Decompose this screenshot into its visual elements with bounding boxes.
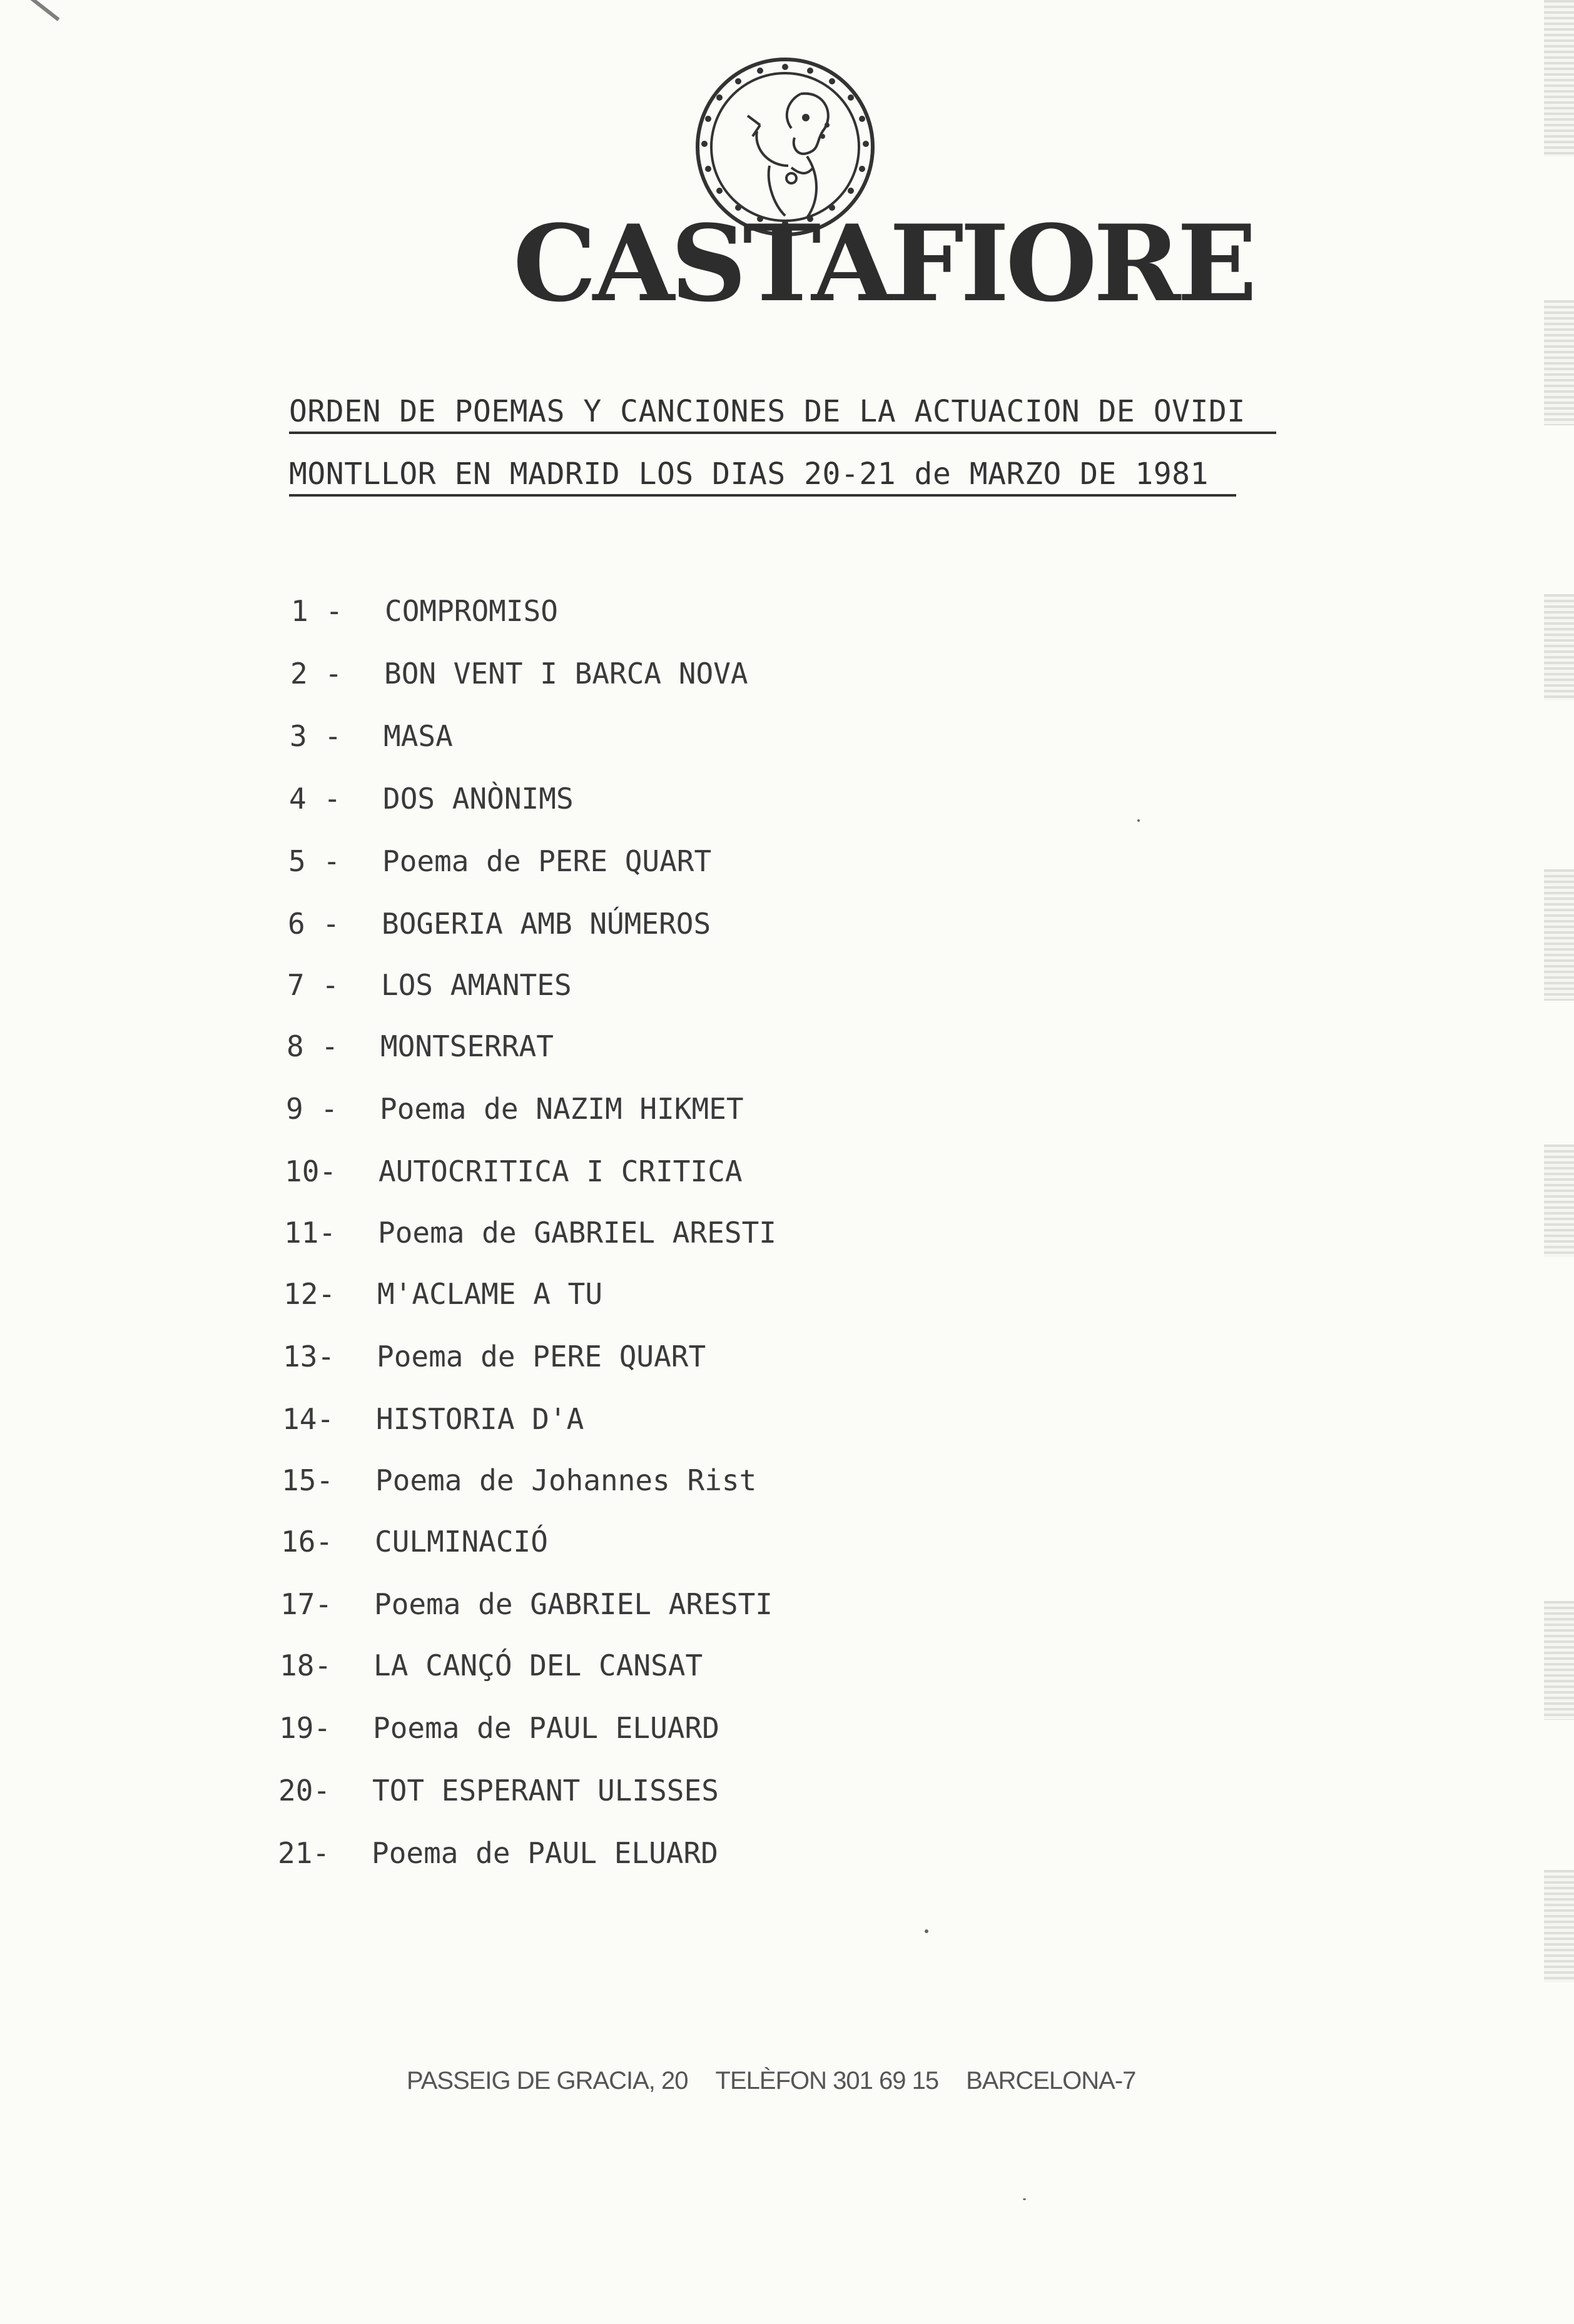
list-item <box>282 1463 756 1497</box>
list-item <box>283 1340 706 1373</box>
item-title: Poema de NAZIM HIKMET <box>380 1092 744 1126</box>
item-number: 12- <box>283 1277 336 1311</box>
logo-wordmark: CASTAFIORE <box>513 201 1254 325</box>
item-number: 1 - <box>291 594 343 628</box>
item-number: 9 - <box>286 1092 338 1126</box>
list-item <box>278 1774 719 1807</box>
item-title: MONTSERRAT <box>380 1029 554 1063</box>
letterhead-footer <box>407 2067 1163 2095</box>
item-title: CULMINACIÓ <box>375 1525 548 1559</box>
item-number: 8 - <box>287 1029 339 1063</box>
list-item <box>290 657 748 690</box>
item-title: Poema de PERE QUART <box>382 844 712 878</box>
list-item <box>280 1649 703 1682</box>
footer-address: PASSEIG DE GRACIA, 20 <box>407 2067 688 2094</box>
list-item <box>288 844 711 878</box>
item-title: Poema de Johannes Rist <box>375 1463 757 1497</box>
list-item <box>287 968 572 1002</box>
heading-line-2: MONTLLOR EN MADRID LOS DIAS 20-21 de MARZO DE 1981 <box>289 457 1209 492</box>
list-item <box>291 594 558 628</box>
list-item <box>287 1029 554 1063</box>
item-title: Poema de GABRIEL ARESTI <box>378 1216 776 1250</box>
item-number: 4 - <box>289 782 342 816</box>
item-title: MASA <box>383 719 453 753</box>
item-title: Poema de PAUL ELUARD <box>373 1711 719 1745</box>
item-number: 5 - <box>288 844 341 878</box>
item-number: 19- <box>279 1711 332 1745</box>
item-title: LOS AMANTES <box>381 968 572 1002</box>
list-item <box>286 1092 744 1126</box>
list-item <box>284 1216 776 1250</box>
item-number: 6 - <box>288 907 340 941</box>
item-title: DOS ANÒNIMS <box>383 782 574 816</box>
item-number: 17- <box>280 1587 333 1621</box>
heading-line-1: ORDEN DE POEMAS Y CANCIONES DE LA ACTUACION DE OVIDI <box>289 394 1246 429</box>
list-item <box>283 1277 602 1311</box>
item-title: AUTOCRITICA I CRITICA <box>378 1154 743 1188</box>
paper-speck <box>1137 819 1140 822</box>
item-number: 3 - <box>290 719 342 753</box>
list-item <box>280 1587 773 1621</box>
item-title: Poema de PERE QUART <box>377 1340 706 1373</box>
paper-speck <box>1023 2198 1026 2200</box>
item-title: BOGERIA AMB NÚMEROS <box>382 907 711 941</box>
list-item <box>289 782 574 816</box>
item-title: LA CANÇÓ DEL CANSAT <box>373 1649 703 1682</box>
item-title: M'ACLAME A TU <box>377 1277 603 1311</box>
item-number: 18- <box>280 1649 332 1682</box>
item-title: BON VENT I BARCA NOVA <box>384 657 748 690</box>
list-item <box>285 1154 743 1188</box>
item-number: 16- <box>281 1525 333 1559</box>
item-title: COMPROMISO <box>385 594 558 628</box>
item-title: Poema de GABRIEL ARESTI <box>374 1587 773 1621</box>
footer-city: BARCELONA-7 <box>966 2067 1136 2094</box>
item-number: 2 - <box>290 657 343 690</box>
item-number: 11- <box>284 1216 337 1250</box>
paper-speck <box>925 1929 928 1933</box>
list-item <box>279 1711 719 1745</box>
item-number: 21- <box>278 1836 330 1870</box>
item-number: 14- <box>282 1402 335 1436</box>
list-item <box>288 907 711 941</box>
list-item <box>282 1402 584 1436</box>
item-title: TOT ESPERANT ULISSES <box>372 1774 719 1807</box>
item-title: HISTORIA D'A <box>376 1402 584 1436</box>
item-number: 10- <box>285 1154 337 1188</box>
item-number: 7 - <box>287 968 340 1002</box>
list-item <box>278 1836 718 1870</box>
item-number: 15- <box>282 1463 334 1497</box>
list-item <box>281 1525 548 1559</box>
list-item <box>290 719 453 753</box>
item-title: Poema de PAUL ELUARD <box>372 1836 718 1870</box>
footer-phone: TELÈFON 301 69 15 <box>715 2067 939 2094</box>
item-number: 13- <box>283 1340 335 1373</box>
item-number: 20- <box>278 1774 331 1807</box>
